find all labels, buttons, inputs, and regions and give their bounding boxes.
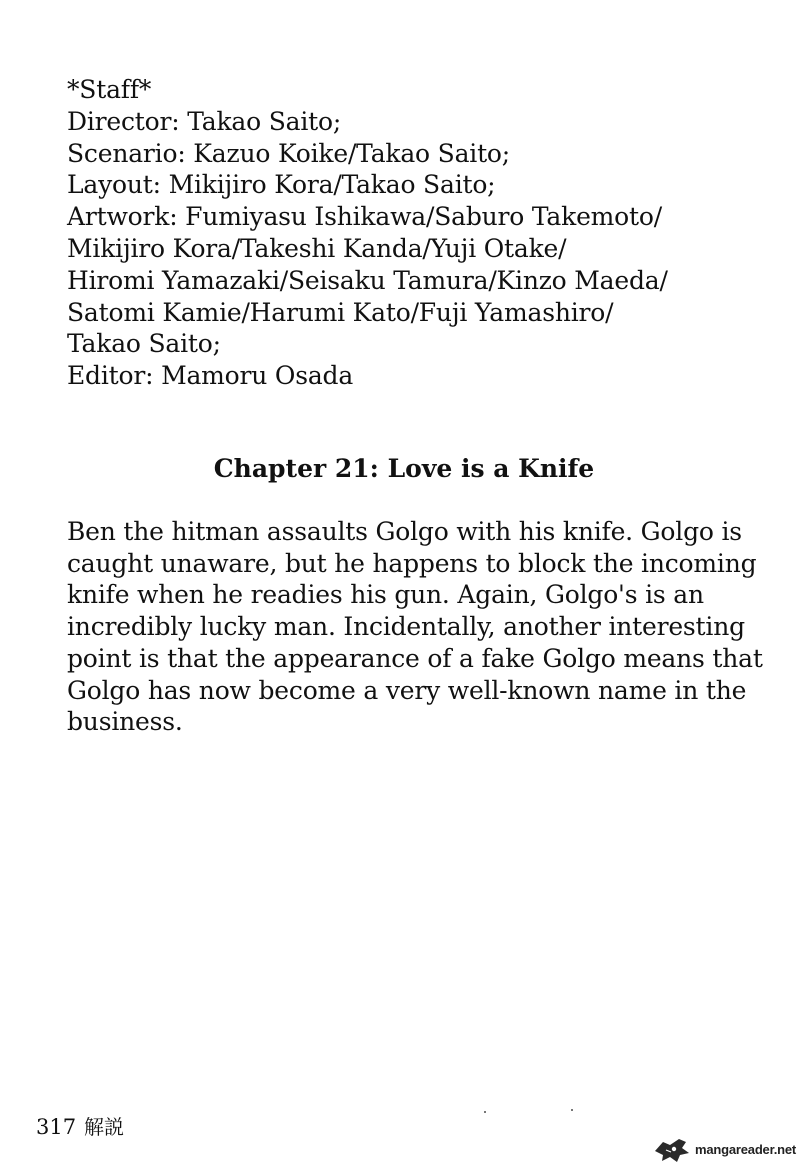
chapter-title: Chapter 21: Love is a Knife	[213, 454, 595, 483]
scan-speck	[571, 1109, 573, 1111]
staff-heading: *Staff*	[67, 75, 152, 104]
watermark-text: mangareader.net	[695, 1141, 797, 1157]
summary-line: business.	[67, 707, 183, 737]
summary-line: point is that the appearance of a fake Golgo means that	[67, 643, 763, 673]
page-number: 317	[36, 1115, 77, 1139]
watermark	[652, 1134, 796, 1164]
staff-line: Satomi Kamie/Harumi Kato/Fuji Yamashiro/	[67, 297, 614, 327]
staff-line: Layout: Mikijiro Kora/Takao Saito;	[67, 170, 496, 200]
staff-line: Director: Takao Saito;	[67, 106, 342, 136]
scan-speck	[484, 1111, 486, 1113]
chapter-summary	[67, 516, 767, 738]
summary-line: knife when he readies his gun. Again, Golgo's is an	[67, 580, 704, 610]
summary-line: incredibly lucky man. Incidentally, another interesting	[67, 612, 745, 642]
staff-line: Mikijiro Kora/Takeshi Kanda/Yuji Otake/	[67, 233, 567, 263]
staff-credits	[67, 74, 747, 392]
section-label: 解説	[84, 1115, 124, 1139]
summary-line: caught unaware, but he happens to block the incoming	[67, 548, 757, 578]
staff-line: Hiromi Yamazaki/Seisaku Tamura/Kinzo Maeda/	[67, 265, 668, 295]
manga-character-icon	[652, 1134, 692, 1164]
staff-line: Artwork: Fumiyasu Ishikawa/Saburo Takemoto/	[67, 202, 662, 232]
staff-line: Scenario: Kazuo Koike/Takao Saito;	[67, 138, 511, 168]
summary-line: Golgo has now become a very well-known name in the	[67, 675, 747, 705]
staff-line: Takao Saito;	[67, 329, 221, 359]
staff-line: Editor: Mamoru Osada	[67, 361, 354, 391]
summary-line: Ben the hitman assaults Golgo with his knife. Golgo is	[67, 517, 742, 546]
